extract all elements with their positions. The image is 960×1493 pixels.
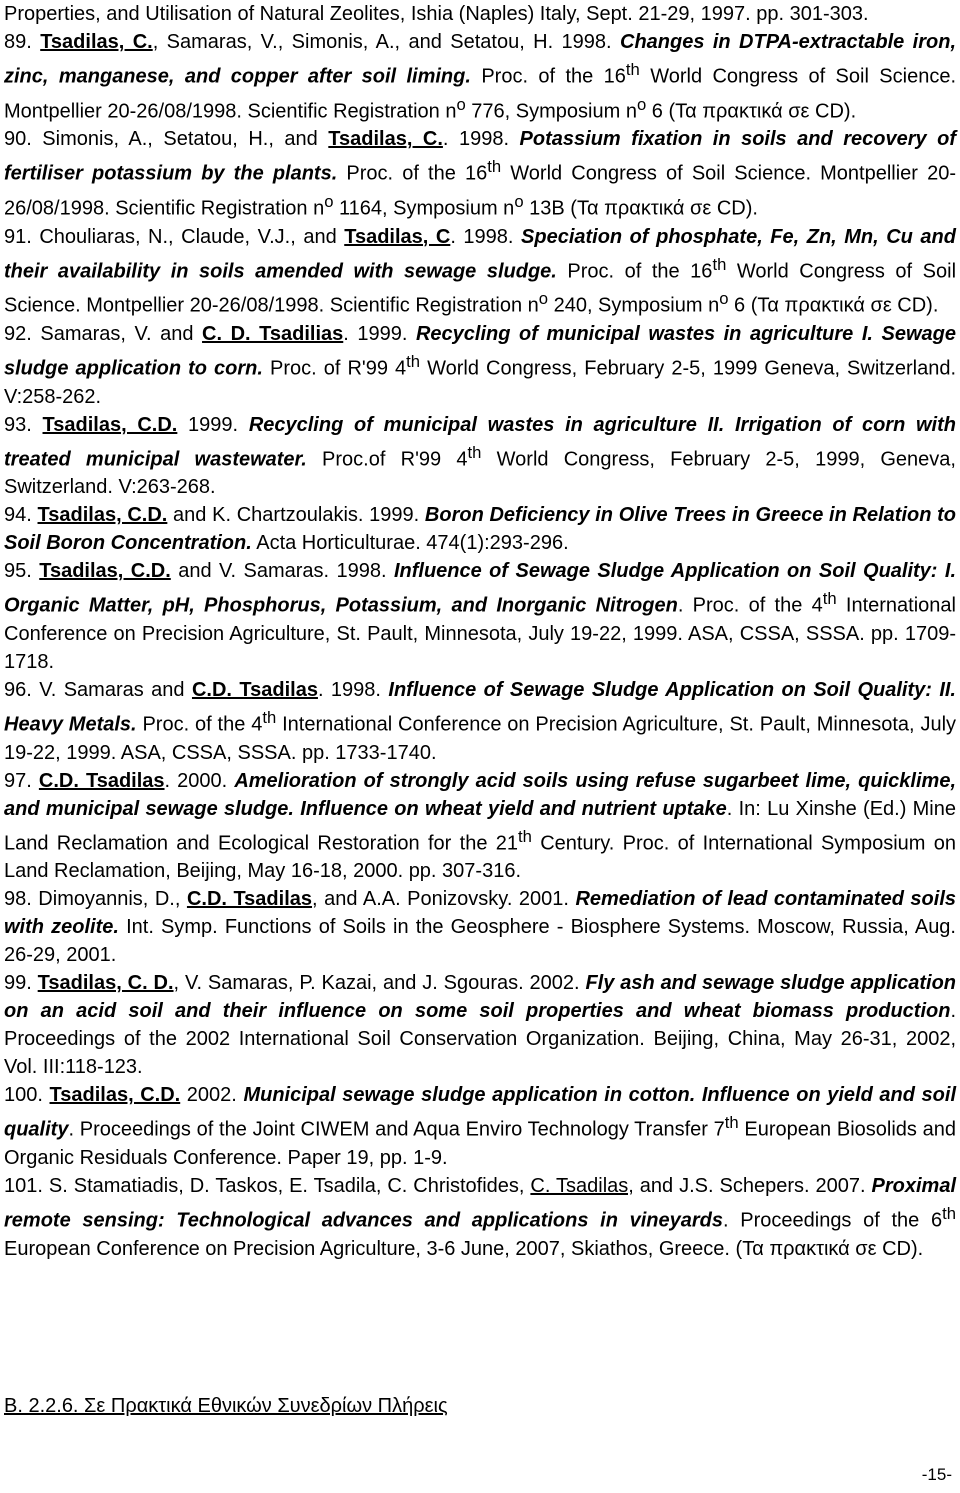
reference-text: . 1998. [317, 678, 389, 701]
paper-title: Fly ash and sewage sludge application on an acid soil and their influence on some soil properties and wheat biomass production [4, 972, 957, 1023]
reference-text: 101. S. Stamatiadis, D. Taskos, E. Tsadila, C. Christofides, [4, 1174, 531, 1197]
reference-text: 94. [4, 504, 38, 527]
author-highlight: Tsadilas, C. D. [37, 972, 174, 995]
reference-entry [4, 223, 956, 320]
reference-text: European Biosolids and Organic Residuals Conference. Paper 19, pp. 1-9. [4, 1118, 956, 1169]
reference-text: 90. Simonis, A., Setatou, H., and [4, 128, 329, 151]
reference-text: . 1999. [343, 322, 416, 345]
section-heading: Β. 2.2.6. Σε Πρακτικά Εθνικών Συνεδρίων Πλήρεις [4, 1395, 448, 1417]
reference-text: . Proc. of the 4 [677, 594, 823, 617]
reference-text: 93. [4, 413, 43, 436]
reference-text: Acta Horticulturae. 474(1):293-296. [251, 532, 569, 555]
reference-text: . Proceedings of the 6 [723, 1209, 943, 1232]
reference-text: 91. Chouliaras, N., Claude, V.J., and [4, 225, 345, 248]
author-highlight: C. D. Tsadilias [202, 322, 344, 345]
paper-title: Recycling of municipal wastes in agriculture I. Sewage sludge application to corn. [4, 322, 957, 380]
author-highlight: Tsadilas, C [344, 225, 451, 248]
reference-text: . Proceedings of the 2002 International Soil Conservation Organization. Beijing, China, May 26-31, 2002, Vol. III:118-123. [4, 1000, 956, 1079]
reference-text: and V. Samaras. 1998. [170, 560, 394, 583]
reference-text: 96. V. Samaras and [4, 678, 192, 701]
reference-text: 89. [4, 31, 41, 53]
reference-text: Century. Proc. of International Symposium on Land Reclamation, Beijing, May 16-18, 2000. pp. 307-316. [4, 832, 956, 883]
reference-text: Int. Symp. Functions of Soils in the Geosphere - Biosphere Systems. Moscow, Russia, Aug. 26-29, 2001. [4, 916, 956, 967]
superscript: o [456, 94, 466, 114]
author-highlight: Tsadilas, C. [328, 128, 443, 151]
superscript: th [406, 351, 421, 371]
paper-title: Potassium fixation in soils and recovery of fertiliser potassium by the plants. [4, 128, 957, 185]
reference-text: . Proceedings of the Joint CIWEM and Aqua Enviro Technology Transfer 7 [68, 1118, 725, 1141]
superscript: th [262, 707, 277, 727]
author-highlight: Tsadilas, C. [40, 31, 153, 53]
reference-text: and K. Chartzoulakis. 1999. [167, 504, 425, 527]
paper-title: Speciation of phosphate, Fe, Zn, Mn, Cu and their availability in soils amended with sewage sludge. [4, 225, 956, 283]
reference-entry [4, 767, 956, 886]
reference-entry [4, 1081, 956, 1172]
reference-text: 99. [4, 972, 38, 995]
superscript: th [467, 442, 482, 462]
reference-text: Proc. of the 16 [470, 65, 626, 88]
reference-text: World Congress, February 2-5, 1999 Geneva, Switzerland. V:258-262. [4, 357, 956, 408]
superscript: th [724, 1113, 739, 1133]
paper-title: Amelioration of strongly acid soils using refuse sugarbeet lime, quicklime, and municipal sewage sludge. Influence on wheat yield and nutrient uptake [4, 769, 956, 820]
reference-entry [4, 0, 956, 28]
reference-entry [4, 885, 956, 969]
paper-title: Boron Deficiency in Olive Trees in Greece in Relation to Soil Boron Concentration. [4, 504, 957, 555]
superscript: th [518, 826, 532, 846]
author-highlight: Tsadilas, C.D. [37, 504, 168, 527]
reference-text: Properties, and Utilisation of Natural Zeolites, Ishia (Naples) Italy, Sept. 21-29, 1997. pp. 301-303. [4, 3, 869, 25]
reference-text: and J.S. Schepers. 2007. [633, 1174, 872, 1197]
reference-text: 92. Samaras, V. and [4, 322, 203, 345]
author-highlight: C.D. Tsadilas [38, 769, 165, 792]
superscript: th [822, 589, 837, 609]
reference-text: 13B (Τα πρακτικά σε CD). [523, 197, 758, 220]
reference-text: 1164, Symposium n [333, 197, 515, 220]
reference-text: 97. [4, 769, 39, 792]
author-highlight: Tsadilas, C.D. [42, 413, 178, 436]
superscript: o [324, 191, 334, 211]
reference-text: , V. Samaras, P. Kazai, and J. Sgouras. 2002. [173, 972, 586, 995]
paper-title: Recycling of municipal wastes in agriculture II. Irrigation of corn with treated municipal wastewater. [4, 413, 956, 471]
reference-text: 6 (Τα πρακτικά σε CD). [646, 100, 857, 123]
reference-text: 100. [4, 1084, 50, 1107]
superscript: o [636, 94, 647, 114]
reference-text: World Congress of Soil Science. Montpellier 20-26/08/1998. Scientific Registration n [4, 65, 957, 123]
superscript: o [538, 289, 549, 309]
reference-text: World Congress of Soil Science. Montpellier 20-26/08/1998. Scientific Registration n [4, 162, 957, 220]
reference-text: European Conference on Precision Agriculture, 3-6 June, 2007, Skiathos, Greece. (Τα πρακτικά σε CD). [4, 1237, 924, 1260]
reference-text: 1999. [177, 413, 249, 436]
superscript: th [942, 1203, 956, 1223]
paper-title: Municipal sewage sludge application in cotton. Influence on yield and soil quality [4, 1084, 956, 1141]
author-highlight: C.D. Tsadilas [191, 678, 318, 701]
paper-title: Proximal remote sensing: Technological advances and applications in vineyards [4, 1174, 956, 1232]
superscript: th [487, 157, 502, 177]
reference-entry [4, 969, 956, 1081]
superscript: o [719, 289, 729, 309]
author-highlight: C.D. Tsadilas [186, 888, 313, 911]
reference-text: 240, Symposium n [548, 294, 720, 317]
reference-entry [4, 411, 956, 502]
paper-title: Influence of Sewage Sludge Application on Soil Quality: II. Heavy Metals. [4, 678, 956, 736]
reference-entry [4, 125, 956, 222]
reference-text: Proc. of the 16 [337, 162, 488, 185]
author-highlight: Tsadilas, C.D. [39, 560, 171, 583]
reference-entry [4, 28, 956, 125]
reference-entry [4, 1172, 956, 1263]
paper-title: Changes in DTPA-extractable iron, zinc, manganese, and copper after soil liming. [4, 31, 957, 88]
reference-text: International Conference on Precision Agriculture, St. Pault, Minnesota, July 19-22, 1999. ASA, CSSA, SSSA. pp. 1709-1718. [4, 594, 956, 673]
author-underlined: C. Tsadilas, [530, 1174, 634, 1197]
superscript: o [514, 191, 524, 211]
reference-text: Proc. of the 16 [556, 260, 713, 283]
reference-text: 2002. [180, 1084, 244, 1107]
reference-text: International Conference on Precision Agriculture, St. Pault, Minnesota, July 19-22, 1999. ASA, CSSA, SSSA. pp. 1733-1740. [4, 713, 957, 764]
reference-entry [4, 557, 956, 676]
paper-title: Influence of Sewage Sludge Application on Soil Quality: I. Organic Matter, pH, Phosphorus, Potassium, and Inorganic Nitrogen [4, 560, 957, 617]
reference-entry [4, 501, 956, 557]
reference-text: 6 (Τα πρακτικά σε CD). [728, 294, 939, 317]
reference-text: Proc. of R'99 4 [262, 357, 407, 380]
reference-text: . 1998. [450, 225, 522, 248]
reference-entry [4, 320, 956, 411]
reference-text: 95. [4, 560, 40, 583]
reference-text: Proc. of the 4 [136, 713, 263, 736]
superscript: th [712, 254, 727, 274]
reference-text: , Samaras, V., Simonis, A., and Setatou, H. 1998. [152, 31, 621, 53]
reference-text: , and A.A. Ponizovsky. 2001. [312, 888, 576, 911]
reference-text: World Congress of Soil Science. Montpellier 20-26/08/1998. Scientific Registration n [4, 260, 957, 317]
reference-text: World Congress, February 2-5, 1999, Geneva, Switzerland. V:263-268. [4, 448, 956, 499]
reference-entry [4, 676, 956, 767]
superscript: th [625, 60, 640, 79]
page-number: -15- [921, 1465, 952, 1484]
reference-text: 98. Dimoyannis, D., [4, 888, 187, 911]
reference-text: Proc.of R'99 4 [306, 448, 468, 471]
reference-list [4, 0, 956, 1263]
reference-text: . 2000. [164, 769, 235, 792]
author-highlight: Tsadilas, C.D. [49, 1084, 181, 1107]
reference-text: . In: Lu Xinshe (Ed.) Mine Land Reclamation and Ecological Restoration for the 21 [4, 797, 956, 855]
paper-title: Remediation of lead contaminated soils with zeolite. [4, 888, 956, 939]
reference-text: 776, Symposium n [465, 100, 637, 123]
reference-text: . 1998. [442, 128, 520, 151]
